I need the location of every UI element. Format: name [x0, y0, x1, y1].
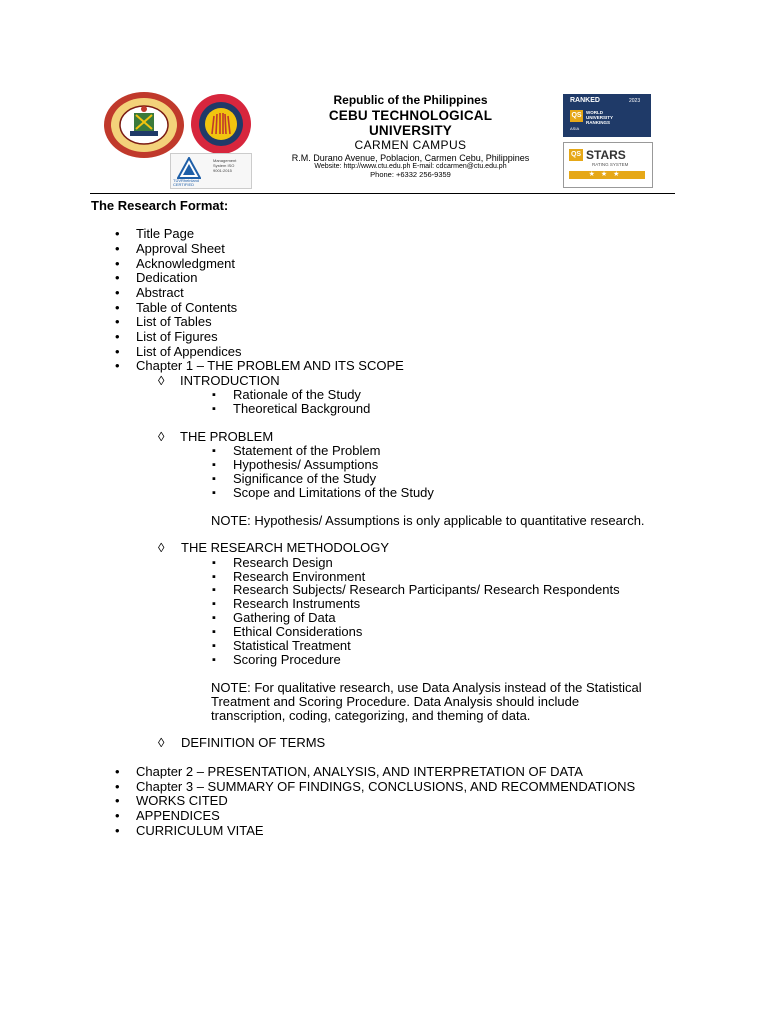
qs-stars-badge — [563, 142, 653, 188]
list-item: Approval Sheet — [136, 241, 225, 256]
qs-ranked-badge — [563, 94, 651, 137]
campus-name: CARMEN CAMPUS — [354, 137, 467, 152]
square-bullet-icon: ▪ — [212, 584, 216, 596]
bullet-icon: • — [115, 329, 120, 344]
list-item: Chapter 2 – PRESENTATION, ANALYSIS, AND INTERPRETATION OF DATA — [136, 764, 583, 779]
methodology-note-line: transcription, coding, categorizing, and theming of data. — [211, 708, 531, 723]
university-name: CEBU TECHNOLOGICAL UNIVERSITY — [328, 107, 493, 139]
square-bullet-icon: ▪ — [212, 487, 216, 499]
list-item: Gathering of Data — [233, 610, 336, 625]
website-email: Website: http://www.ctu.edu.ph E-mail: cdcarmen@ctu.edu.ph — [314, 162, 507, 170]
bullet-icon: • — [115, 314, 120, 329]
stars-sub-label: RATING SYSTEM — [592, 162, 629, 167]
tuv-label: TÜVRheinland CERTIFIED — [173, 178, 200, 187]
diamond-icon: ◊ — [158, 735, 165, 750]
address: R.M. Durano Avenue, Poblacion, Carmen Cebu, Philippines — [291, 152, 530, 163]
list-item: Chapter 1 – THE PROBLEM AND ITS SCOPE — [136, 358, 404, 373]
list-item: Ethical Considerations — [233, 624, 363, 639]
square-bullet-icon: ▪ — [212, 640, 216, 652]
square-bullet-icon: ▪ — [212, 612, 216, 624]
section-heading: THE PROBLEM — [180, 429, 274, 444]
qs-logo-icon: QS — [570, 110, 583, 122]
republic-label: Republic of the Philippines — [333, 93, 488, 107]
list-item: Research Subjects/ Research Participants/ Research Respondents — [233, 582, 620, 597]
list-item: Research Environment — [233, 569, 366, 584]
list-item: List of Appendices — [136, 344, 242, 359]
bullet-icon: • — [115, 358, 120, 373]
phone: Phone: +6332 256-9359 — [370, 170, 451, 180]
list-item: WORKS CITED — [136, 793, 228, 808]
bullet-icon: • — [115, 256, 120, 271]
list-item: Statistical Treatment — [233, 638, 351, 653]
list-item: Hypothesis/ Assumptions — [233, 457, 379, 472]
bullet-icon: • — [115, 300, 120, 315]
list-item: Theoretical Background — [233, 401, 371, 416]
bullet-icon: • — [115, 241, 120, 256]
list-item: Abstract — [136, 285, 184, 300]
list-item: Scope and Limitations of the Study — [233, 485, 434, 500]
list-item: Scoring Procedure — [233, 652, 341, 667]
bullet-icon: • — [115, 270, 120, 285]
bullet-icon: • — [115, 344, 120, 359]
square-bullet-icon: ▪ — [212, 598, 216, 610]
bullet-icon: • — [115, 793, 120, 808]
page-title: The Research Format: — [91, 198, 229, 213]
list-item: Rationale of the Study — [233, 387, 361, 402]
star-rating-bar: ★★★ — [569, 171, 645, 179]
list-item: Chapter 3 – SUMMARY OF FINDINGS, CONCLUSIONS, AND RECOMMENDATIONS — [136, 779, 636, 794]
list-item: APPENDICES — [136, 808, 220, 823]
list-item: Acknowledgment — [136, 256, 235, 271]
bullet-icon: • — [115, 226, 120, 241]
problem-note: NOTE: Hypothesis/ Assumptions is only applicable to quantitative research. — [211, 513, 645, 528]
ctu-seal-logo — [103, 91, 185, 159]
square-bullet-icon: ▪ — [212, 557, 216, 569]
qs-asia-label: ASIA — [570, 126, 580, 131]
tuv-certification-badge — [170, 153, 252, 189]
ranked-year: 2023 — [629, 98, 641, 104]
list-item: Title Page — [136, 226, 195, 241]
bullet-icon: • — [115, 823, 120, 838]
qs-stars-logo-icon: QS — [569, 149, 583, 161]
bullet-icon: • — [115, 764, 120, 779]
list-item: List of Tables — [136, 314, 212, 329]
tuv-triangle-icon — [177, 157, 201, 179]
diamond-icon: ◊ — [158, 373, 165, 388]
square-bullet-icon: ▪ — [212, 473, 216, 485]
list-item: CURRICULUM VITAE — [136, 823, 264, 838]
bullet-icon: • — [115, 285, 120, 300]
diamond-icon: ◊ — [158, 429, 165, 444]
asean-logo — [190, 92, 252, 156]
section-heading: DEFINITION OF TERMS — [181, 735, 326, 750]
stars-label: STARS — [586, 148, 626, 162]
ranked-label: RANKED — [570, 97, 600, 104]
bullet-icon: • — [115, 779, 120, 794]
methodology-note-line: NOTE: For qualitative research, use Data Analysis instead of the Statistical — [211, 680, 642, 695]
list-item: Table of Contents — [136, 300, 238, 315]
list-item: Dedication — [136, 270, 198, 285]
list-item: Research Design — [233, 555, 333, 570]
header-divider — [90, 193, 675, 194]
square-bullet-icon: ▪ — [212, 626, 216, 638]
diamond-icon: ◊ — [158, 540, 165, 555]
methodology-note-line: Treatment and Scoring Procedure. Data Analysis should include — [211, 694, 580, 709]
square-bullet-icon: ▪ — [212, 403, 216, 415]
section-heading: INTRODUCTION — [180, 373, 280, 388]
bullet-icon: • — [115, 808, 120, 823]
square-bullet-icon: ▪ — [212, 389, 216, 401]
square-bullet-icon: ▪ — [212, 571, 216, 583]
square-bullet-icon: ▪ — [212, 445, 216, 457]
square-bullet-icon: ▪ — [212, 654, 216, 666]
qs-world-label: WORLD UNIVERSITY RANKINGS — [586, 110, 613, 125]
list-item: Research Instruments — [233, 596, 361, 611]
square-bullet-icon: ▪ — [212, 459, 216, 471]
university-header — [288, 94, 533, 180]
section-heading: THE RESEARCH METHODOLOGY — [181, 540, 390, 555]
list-item: Significance of the Study — [233, 471, 377, 486]
list-item: Statement of the Problem — [233, 443, 381, 458]
list-item: List of Figures — [136, 329, 218, 344]
cert-label: Management System ISO 9001:2015 — [213, 158, 237, 173]
